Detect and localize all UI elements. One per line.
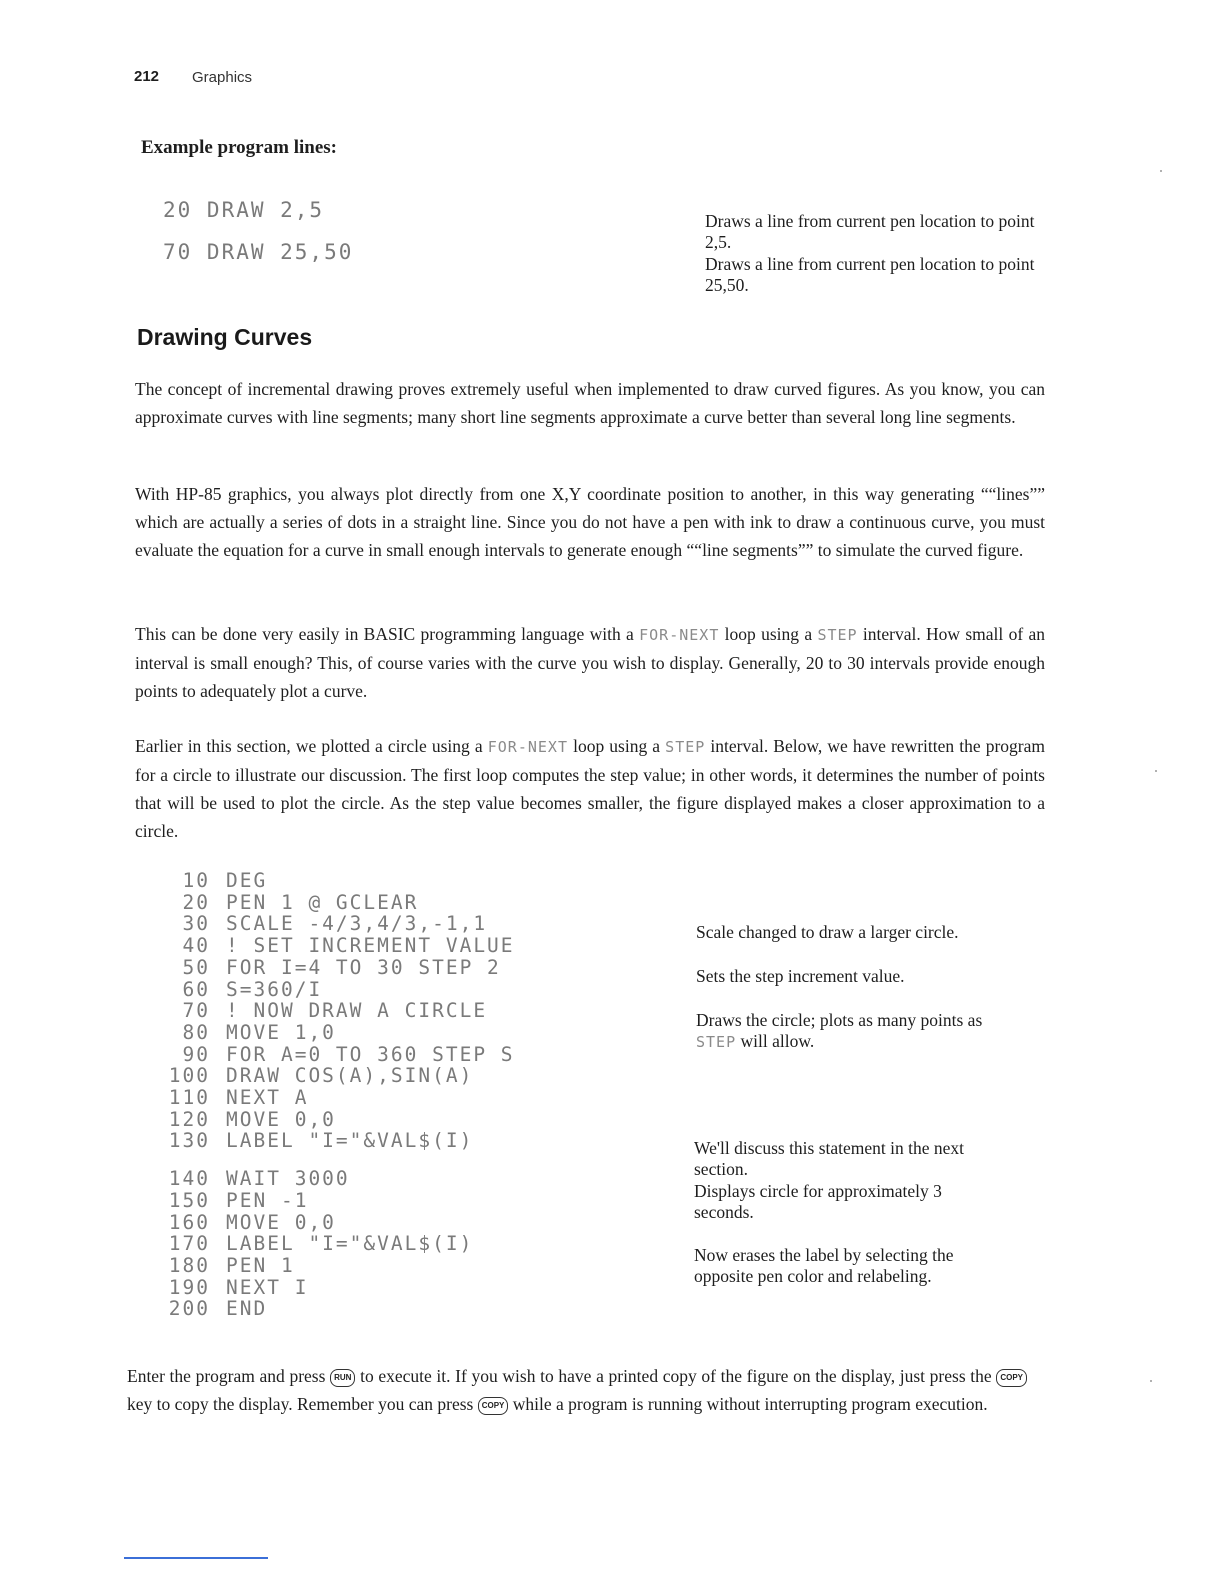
paragraph: The concept of incremental drawing proves extremely useful when implemented to draw curved figures. As you know, you can approximate curves with line segments; many short line segments approximate a curve better than several long line segments. bbox=[135, 379, 1045, 427]
listing-line: 50 FOR I=4 TO 30 STEP 2 bbox=[182, 955, 501, 979]
inline-code: STEP bbox=[696, 1033, 737, 1051]
paragraph bbox=[135, 620, 1045, 705]
listing-line: 170 LABEL "I="&VAL$(I) bbox=[168, 1232, 474, 1256]
listing-line: 20 PEN 1 @ GCLEAR bbox=[182, 890, 419, 914]
paragraph-text: loop using a bbox=[567, 736, 666, 756]
example-heading: Example program lines: bbox=[141, 137, 337, 158]
listing-line: 160 MOVE 0,0 bbox=[168, 1210, 336, 1234]
listing-note: Sets the step increment value. bbox=[696, 966, 905, 986]
listing-line: 10 DEG bbox=[182, 869, 268, 892]
listing-line: 140 WAIT 3000 bbox=[168, 1167, 350, 1191]
run-key-icon: RUN bbox=[330, 1369, 355, 1387]
listing-note: Displays circle for approximately 3 seconds. bbox=[694, 1181, 942, 1222]
paragraph-text: interval. How small of an interval is small enough? This, of course varies with the curve you wish to display. Generally, 20 to 30 intervals provide enough points to adequately plot a curve. bbox=[135, 624, 1046, 701]
listing-line: 130 LABEL "I="&VAL$(I) bbox=[168, 1129, 474, 1153]
example-note: Draws a line from current pen location to point 25,50. bbox=[705, 254, 1035, 295]
inline-code: STEP bbox=[817, 626, 858, 644]
listing-line: 90 FOR A=0 TO 360 STEP S bbox=[182, 1042, 515, 1066]
paragraph-text: Earlier in this section, we plotted a circle using a bbox=[135, 736, 488, 756]
scan-speck bbox=[1150, 1380, 1152, 1382]
paragraph-text: interval. Below, we have rewritten the program for a circle to illustrate our discussion. The first loop computes the step value; in other words, it determines the number of points that will be used to plot the circle. As the step value becomes smaller, the figure displayed makes a closer approximation to a circle. bbox=[135, 736, 1045, 841]
listing-line: 70 ! NOW DRAW A CIRCLE bbox=[182, 999, 488, 1023]
listing-line: 180 PEN 1 bbox=[168, 1253, 295, 1277]
page-number: 212 bbox=[134, 68, 160, 85]
listing-note: Draws the circle; plots as many points as STEP will allow. bbox=[696, 1010, 983, 1051]
listing-note: Now erases the label by selecting the opposite pen color and relabeling. bbox=[694, 1245, 954, 1286]
listing-line: 30 SCALE -4/3,4/3,-1,1 bbox=[182, 912, 488, 936]
program-listing bbox=[150, 870, 515, 1320]
inline-code: FOR-NEXT bbox=[487, 738, 568, 756]
paragraph: Enter the program and press RUN to execute it. If you wish to have a printed copy of the figure on the display, just press the COPY key to copy the display. Remember you can press COPY while a program is running without interrupting program execution. bbox=[127, 1362, 1027, 1418]
scan-speck bbox=[1160, 170, 1162, 172]
copy-key-icon: COPY bbox=[996, 1369, 1027, 1387]
section-title: Drawing Curves bbox=[137, 324, 313, 350]
scan-speck bbox=[1155, 770, 1157, 772]
listing-line: 100 DRAW COS(A),SIN(A) bbox=[168, 1064, 474, 1088]
listing-note: Scale changed to draw a larger circle. bbox=[696, 922, 959, 942]
inline-code: FOR-NEXT bbox=[639, 626, 720, 644]
listing-note: We'll discuss this statement in the next section. bbox=[694, 1138, 965, 1179]
footer-rule bbox=[124, 1557, 268, 1559]
running-header: Graphics bbox=[192, 69, 253, 86]
listing-line: 150 PEN -1 bbox=[168, 1188, 309, 1212]
paragraph: With HP-85 graphics, you always plot directly from one X,Y coordinate position to another, in this way generating ““lines”” which are actually a series of dots in a straight line. Since you do not have a pen with ink to draw a continuous curve, you must evaluate the equation for a curve in small enough intervals to generate enough ““line segments”” to simulate the curved figure. bbox=[135, 484, 1045, 560]
paragraph bbox=[135, 732, 1045, 845]
listing-line: 120 MOVE 0,0 bbox=[168, 1107, 336, 1131]
example-code-line: 20 DRAW 2,5 bbox=[163, 198, 325, 222]
paragraph-text: This can be done very easily in BASIC programming language with a bbox=[135, 624, 640, 644]
listing-line: 200 END bbox=[168, 1297, 268, 1321]
inline-code: STEP bbox=[665, 738, 706, 756]
listing-line: 110 NEXT A bbox=[168, 1086, 309, 1110]
listing-line: 190 NEXT I bbox=[168, 1275, 309, 1299]
listing-line: 80 MOVE 1,0 bbox=[182, 1020, 336, 1044]
listing-line: 60 S=360/I bbox=[182, 977, 323, 1001]
paragraph-text: loop using a bbox=[719, 624, 818, 644]
example-code-line: 70 DRAW 25,50 bbox=[163, 240, 354, 264]
listing-line: 40 ! SET INCREMENT VALUE bbox=[182, 934, 515, 958]
example-note: Draws a line from current pen location to point 2,5. bbox=[705, 211, 1035, 252]
copy-key-icon: COPY bbox=[478, 1397, 509, 1415]
